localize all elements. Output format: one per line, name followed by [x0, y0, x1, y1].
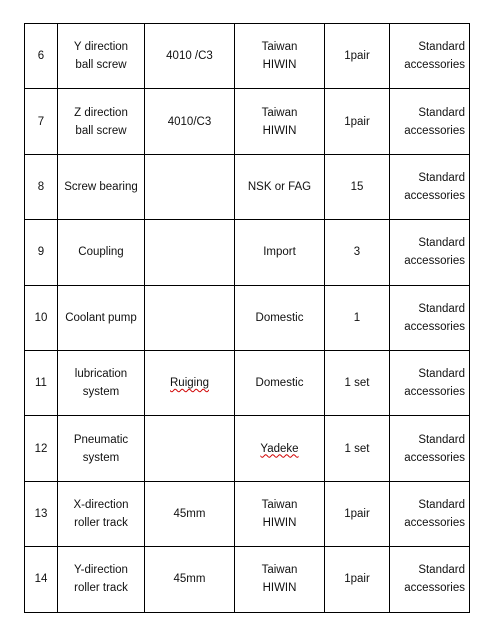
item-brand: Yadeke	[260, 442, 299, 455]
item-note-cell	[390, 350, 470, 415]
item-brand-cell	[235, 285, 325, 350]
item-quantity: 1pair	[344, 507, 370, 520]
item-brand-cell	[235, 350, 325, 415]
item-name: Y direction ball screw	[73, 41, 129, 72]
item-quantity-cell	[325, 350, 390, 415]
item-note-cell	[390, 416, 470, 481]
item-quantity: 1pair	[344, 573, 370, 586]
item-name-cell	[58, 220, 145, 285]
item-name: Screw bearing	[64, 180, 138, 193]
item-number: 6	[37, 50, 45, 63]
table-row	[25, 547, 470, 612]
item-spec-cell	[145, 154, 235, 219]
item-number: 10	[34, 311, 48, 324]
item-brand: Taiwan HIWIN	[261, 498, 298, 529]
table-row	[25, 481, 470, 546]
item-spec: 45mm	[173, 507, 206, 520]
item-note-cell	[390, 481, 470, 546]
item-number: 11	[35, 377, 47, 390]
item-brand: NSK or FAG	[247, 180, 312, 193]
item-note: Standard accessories	[404, 171, 465, 202]
item-name-cell	[58, 285, 145, 350]
item-number: 9	[37, 246, 45, 259]
item-name-cell	[58, 416, 145, 481]
item-number-cell	[25, 416, 58, 481]
item-number: 14	[34, 573, 48, 586]
accessories-table	[24, 23, 470, 613]
item-spec: Ruiging	[170, 377, 209, 390]
item-number-cell	[25, 350, 58, 415]
item-number: 12	[34, 442, 48, 455]
item-brand-cell	[235, 481, 325, 546]
item-quantity: 1	[353, 311, 361, 324]
item-spec: 4010 /C3	[166, 50, 213, 63]
item-brand: Taiwan HIWIN	[261, 564, 298, 595]
item-brand-cell	[235, 154, 325, 219]
item-brand: Taiwan HIWIN	[261, 106, 298, 137]
item-quantity: 3	[353, 246, 361, 259]
table-body	[25, 24, 470, 613]
item-number-cell	[25, 89, 58, 154]
item-note: Standard accessories	[404, 106, 465, 137]
item-brand-cell	[235, 220, 325, 285]
item-spec-cell	[145, 89, 235, 154]
item-brand: Domestic	[255, 311, 304, 324]
item-spec-cell	[145, 547, 235, 612]
item-number: 13	[34, 507, 48, 520]
item-brand: Import	[263, 246, 296, 259]
item-brand-cell	[235, 416, 325, 481]
table-row	[25, 285, 470, 350]
item-spec-cell	[145, 24, 235, 89]
item-brand-cell	[235, 547, 325, 612]
item-name: Z direction ball screw	[74, 106, 128, 137]
item-name: Y-direction roller track	[74, 564, 128, 595]
table-row	[25, 154, 470, 219]
item-spec-cell	[145, 416, 235, 481]
item-brand: Domestic	[255, 377, 304, 390]
item-spec-cell	[145, 481, 235, 546]
item-name-cell	[58, 154, 145, 219]
item-note: Standard accessories	[404, 368, 465, 399]
item-number-cell	[25, 547, 58, 612]
item-name-cell	[58, 481, 145, 546]
item-note-cell	[390, 24, 470, 89]
item-spec: 4010/C3	[167, 115, 212, 128]
item-number-cell	[25, 285, 58, 350]
item-note: Standard accessories	[404, 564, 465, 595]
item-note: Standard accessories	[404, 302, 465, 333]
item-quantity-cell	[325, 154, 390, 219]
item-quantity-cell	[325, 416, 390, 481]
item-name: Pneumatic system	[73, 433, 129, 464]
item-name-cell	[58, 89, 145, 154]
item-number-cell	[25, 154, 58, 219]
item-name: Coupling	[78, 246, 124, 259]
item-spec-cell	[145, 350, 235, 415]
item-note-cell	[390, 154, 470, 219]
item-quantity: 1 set	[344, 442, 370, 455]
item-number-cell	[25, 220, 58, 285]
table-row	[25, 89, 470, 154]
item-note-cell	[390, 89, 470, 154]
item-quantity-cell	[325, 481, 390, 546]
item-name: Coolant pump	[65, 311, 137, 324]
item-quantity: 1pair	[344, 115, 370, 128]
item-note-cell	[390, 285, 470, 350]
item-brand-cell	[235, 89, 325, 154]
item-spec-cell	[145, 285, 235, 350]
item-note-cell	[390, 220, 470, 285]
item-name-cell	[58, 547, 145, 612]
item-brand: Taiwan HIWIN	[261, 41, 298, 72]
item-note: Standard accessories	[404, 433, 465, 464]
item-quantity-cell	[325, 285, 390, 350]
item-quantity-cell	[325, 89, 390, 154]
item-quantity-cell	[325, 547, 390, 612]
item-quantity: 15	[350, 180, 364, 193]
table-row	[25, 350, 470, 415]
item-quantity-cell	[325, 220, 390, 285]
item-number: 7	[37, 115, 45, 128]
item-number-cell	[25, 481, 58, 546]
item-brand-cell	[235, 24, 325, 89]
item-quantity: 1pair	[344, 50, 370, 63]
table-row	[25, 220, 470, 285]
item-spec: 45mm	[173, 573, 206, 586]
item-number-cell	[25, 24, 58, 89]
item-name-cell	[58, 24, 145, 89]
item-note: Standard accessories	[404, 41, 465, 72]
item-name: lubrication system	[74, 368, 128, 399]
item-spec-cell	[145, 220, 235, 285]
item-quantity-cell	[325, 24, 390, 89]
item-note-cell	[390, 547, 470, 612]
item-note: Standard accessories	[404, 498, 465, 529]
item-name: X-direction roller track	[73, 498, 129, 529]
table-row	[25, 416, 470, 481]
item-name-cell	[58, 350, 145, 415]
item-quantity: 1 set	[344, 377, 370, 390]
table-row	[25, 24, 470, 89]
item-number: 8	[37, 180, 45, 193]
item-note: Standard accessories	[404, 237, 465, 268]
